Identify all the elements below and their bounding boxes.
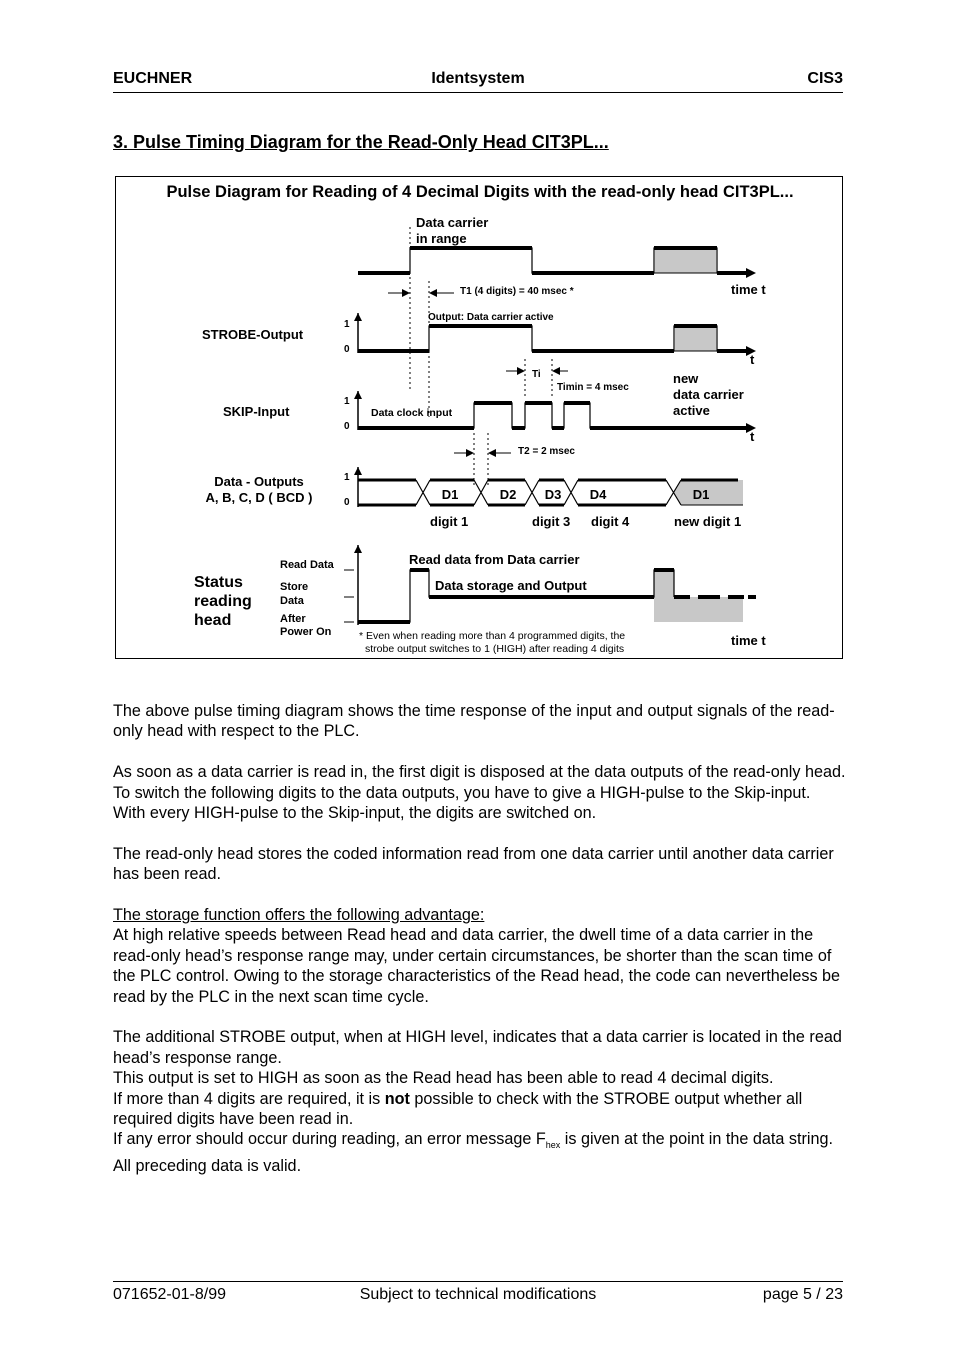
- paragraph-strobe: [113, 1027, 848, 1176]
- paragraph-skip-a: As soon as a data carrier is read in, the first digit is disposed at the data outputs of the read-only head. To switch the following digits to the data outputs, you have to give a HIGH-pulse to the Skip-input.: [113, 763, 846, 802]
- time-t-label-bottom: time t: [731, 633, 766, 648]
- data-zero: 0: [344, 497, 350, 508]
- skip-one: 1: [344, 396, 350, 407]
- page-header: [113, 70, 843, 93]
- error-text-post: is given at the point in the data string. All preceding data is valid.: [113, 1130, 833, 1176]
- section-title: 3. Pulse Timing Diagram for the Read-Only Head CIT3PL...: [113, 132, 609, 152]
- footer-page-number: page 5 / 23: [762, 1286, 843, 1303]
- strobe-one: 1: [344, 319, 350, 330]
- pulse-timing-diagram: [115, 176, 843, 659]
- timin-label: Timin = 4 msec: [557, 382, 629, 393]
- paragraph-advantage: [113, 905, 848, 1007]
- status-label-1: Status: [194, 574, 243, 591]
- header-company: EUCHNER: [113, 70, 193, 87]
- status-label-3: head: [194, 612, 232, 629]
- digit3-label: digit 3: [532, 514, 571, 529]
- timing-diagram-svg: [116, 177, 844, 660]
- data-clock-label: Data clock input: [371, 407, 453, 419]
- d1-label: D1: [441, 487, 459, 502]
- footer-notice: Subject to technical modifications: [359, 1286, 597, 1303]
- store-level-2: Data: [280, 595, 304, 607]
- new-carrier-label-1: new: [673, 371, 699, 386]
- t1-label: T1 (4 digits) = 40 msec *: [460, 286, 574, 297]
- diagram-title: Pulse Diagram for Reading of 4 Decimal Digits with the read-only head CIT3PL...: [166, 183, 794, 201]
- page-footer: [113, 1281, 843, 1306]
- advantage-text: At high relative speeds between Read head and data carrier, the dwell time of a data carrier in the read-only head’s response range may, under certain circumstances, be shorter than the scan time of the PLC control. Owing to the storage characteristics of the Read head, the code can nevertheless be read by the PLC in the next scan time cycle.: [113, 926, 841, 1006]
- store-level-1: Store: [280, 581, 309, 593]
- carrier-signal: [358, 248, 756, 278]
- skip-zero: 0: [344, 421, 350, 432]
- status-label-2: reading: [194, 593, 252, 610]
- new-d1-label: D1: [692, 487, 710, 502]
- new-digit1-label: new digit 1: [674, 514, 742, 529]
- read-from-carrier-label: Read data from Data carrier: [409, 552, 580, 567]
- strobe-label: STROBE-Output: [202, 327, 304, 342]
- header-product: CIS3: [807, 70, 843, 87]
- after-level-1: After: [280, 613, 306, 625]
- strobe-text-c-post: possible to check with the STROBE output whether all required digits have been read in.: [113, 1089, 803, 1129]
- paragraph-storage: The read-only head stores the coded information read from one data carrier until another data carrier has been read.: [113, 844, 834, 884]
- skip-label: SKIP-Input: [223, 404, 290, 419]
- strobe-text-c-bold: not: [384, 1089, 410, 1108]
- paragraph-intro: The above pulse timing diagram shows the time response of the input and output signals of the read-only head with respect to the PLC.: [113, 702, 835, 741]
- digit4-label: digit 4: [591, 514, 630, 529]
- output-active-label: Output: Data carrier active: [428, 312, 554, 323]
- d2-label: D2: [499, 487, 517, 502]
- data-outputs-label-2: A, B, C, D ( BCD ): [205, 490, 313, 505]
- strobe-text-a: The additional STROBE output, when at HIGH level, indicates that a data carrier is located in the read head’s response range.: [113, 1028, 842, 1067]
- time-t-label-top: time t: [731, 282, 766, 297]
- carrier-label-1: Data carrier: [416, 215, 489, 230]
- storage-output-label: Data storage and Output: [435, 578, 587, 593]
- strobe-text-b: This output is set to HIGH as soon as the Read head has been able to read 4 decimal digits.: [113, 1069, 774, 1088]
- carrier-label-2: in range: [416, 231, 467, 246]
- ti-label: Ti: [532, 369, 541, 380]
- new-carrier-label-2: data carrier: [673, 387, 744, 402]
- data-one: 1: [344, 472, 350, 483]
- strobe-zero: 0: [344, 344, 350, 355]
- footnote-line-2: strobe output switches to 1 (HIGH) after reading 4 digits: [365, 643, 625, 655]
- paragraph-skip-b: With every HIGH-pulse to the Skip-input, the digits are switched on.: [113, 804, 597, 823]
- t2-arrows: [454, 449, 511, 457]
- strobe-signal: [354, 313, 756, 356]
- d4-label: D4: [589, 487, 607, 502]
- t1-arrows: [388, 289, 454, 297]
- paragraph-skip: [113, 762, 848, 823]
- t2-label: T2 = 2 msec: [518, 446, 575, 457]
- d3-label: D3: [544, 487, 562, 502]
- strobe-text-c-pre: If more than 4 digits are required, it is: [113, 1089, 385, 1108]
- read-data-level: Read Data: [280, 559, 334, 571]
- advantage-heading: The storage function offers the following advantage:: [113, 906, 485, 925]
- error-text-pre: If any error should occur during reading, an error message F: [113, 1130, 546, 1149]
- skip-t-label: t: [750, 429, 755, 444]
- data-outputs-label-1: Data - Outputs: [214, 474, 304, 489]
- footnote-line-1: * Even when reading more than 4 programmed digits, the: [359, 630, 626, 642]
- after-level-2: Power On: [280, 626, 332, 638]
- body-text: [113, 701, 848, 1197]
- new-carrier-label-3: active: [673, 403, 710, 418]
- strobe-t-label: t: [750, 352, 755, 367]
- error-text-sub: hex: [545, 1140, 561, 1151]
- header-product-family: Identsystem: [431, 70, 525, 87]
- footer-doc-number: 071652-01-8/99: [113, 1286, 226, 1303]
- digit1-label: digit 1: [430, 514, 469, 529]
